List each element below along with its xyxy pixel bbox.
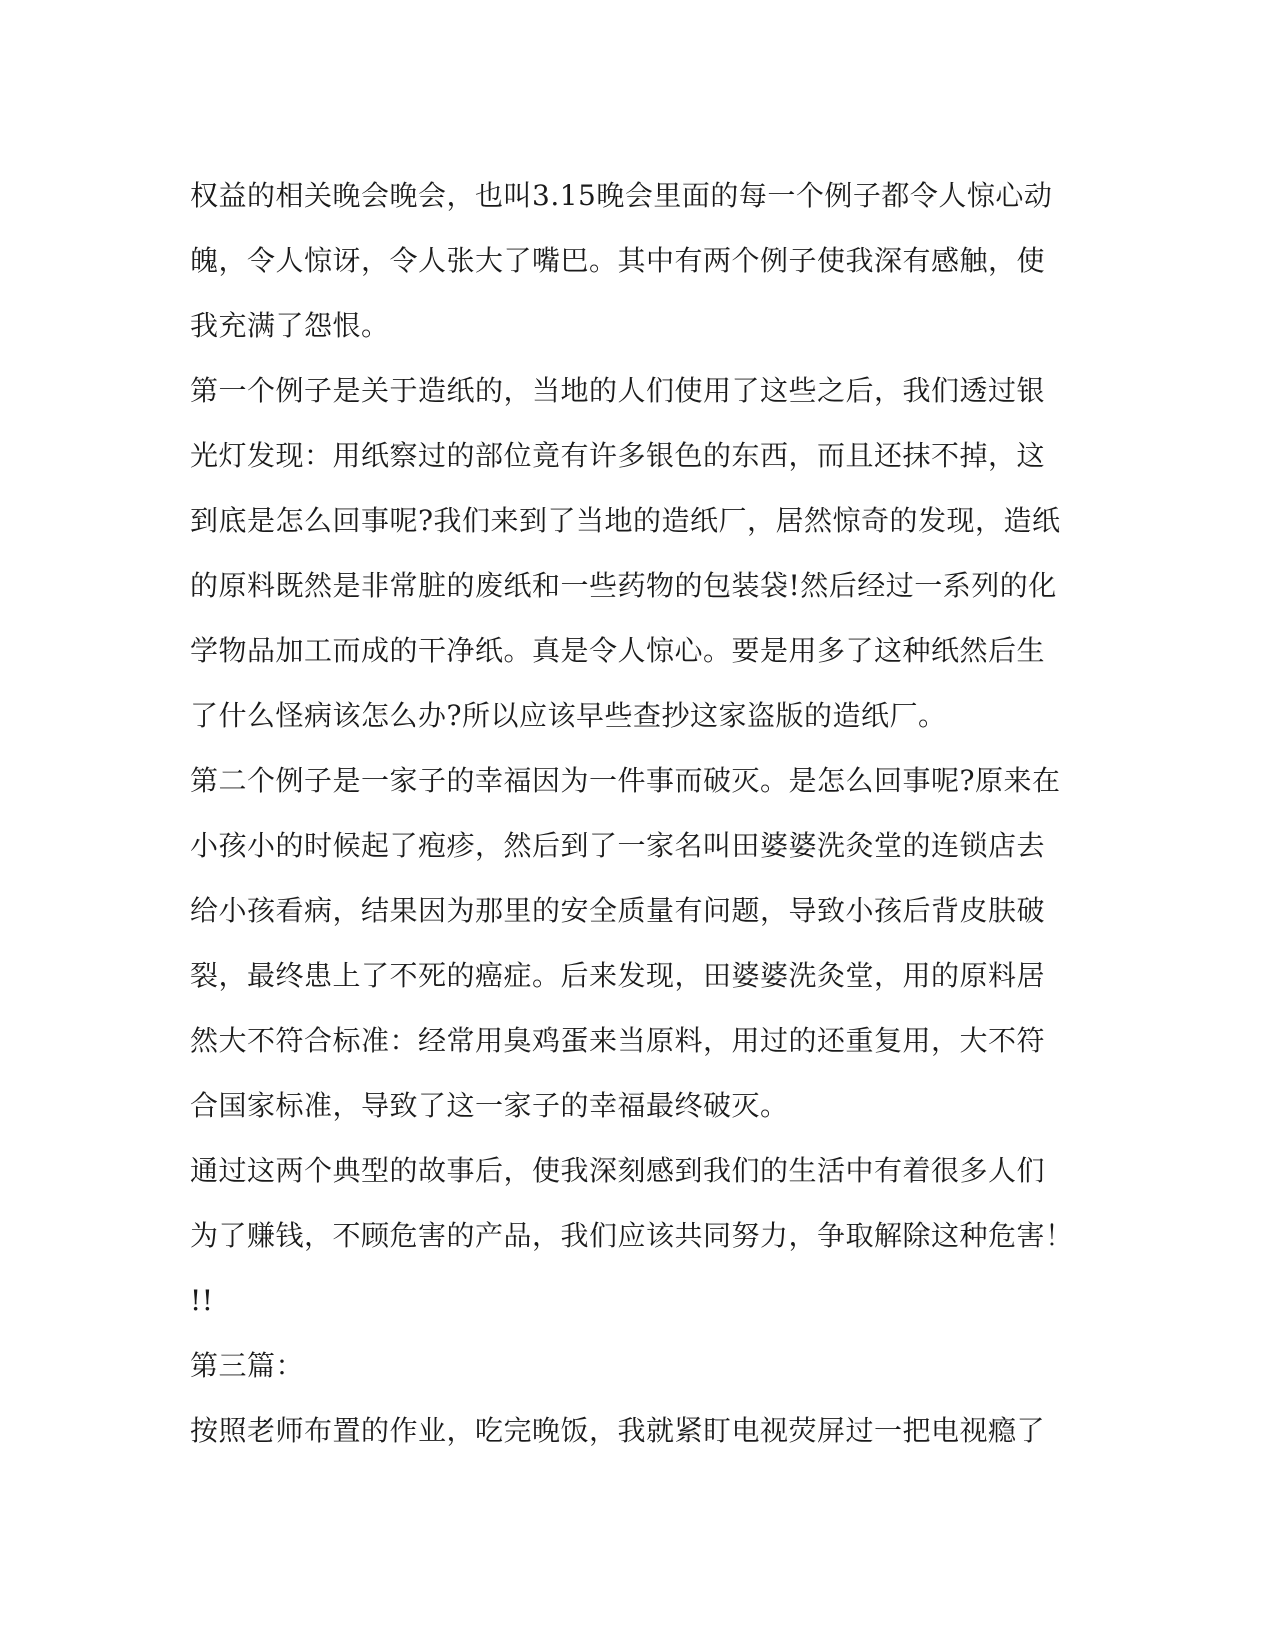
text-line: 第一个例子是关于造纸的，当地的人们使用了这些之后，我们透过银 [190,374,1046,407]
text-line: 了什么怪病该怎么办?所以应该早些查抄这家盗版的造纸厂。 [190,699,947,732]
text-line: 裂，最终患上了不死的癌症。后来发现，田婆婆洗灸堂，用的原料居 [190,959,1046,992]
text-line: 给小孩看病，结果因为那里的安全质量有问题，导致小孩后背皮肤破 [190,894,1046,927]
text-line: 学物品加工而成的干净纸。真是令人惊心。要是用多了这种纸然后生 [190,634,1046,667]
document-body [190,163,1090,1463]
text-line: 小孩小的时候起了疱疹，然后到了一家名叫田婆婆洗灸堂的连锁店去 [190,829,1046,862]
text-line: 为了赚钱，不顾危害的产品，我们应该共同努力，争取解除这种危害！ [190,1219,1074,1252]
text-line: 魄，令人惊讶，令人张大了嘴巴。其中有两个例子使我深有感触，使 [190,244,1046,277]
text-line: 光灯发现：用纸察过的部位竟有许多银色的东西，而且还抹不掉，这 [190,439,1046,472]
text-line: 合国家标准，导致了这一家子的幸福最终破灭。 [190,1089,789,1122]
text-line: 第二个例子是一家子的幸福因为一件事而破灭。是怎么回事呢?原来在 [190,764,1061,797]
section-heading: 第三篇： [190,1349,305,1382]
text-line: 通过这两个典型的故事后，使我深刻感到我们的生活中有着很多人们 [190,1154,1046,1187]
text-line: 然大不符合标准：经常用臭鸡蛋来当原料，用过的还重复用，大不符 [190,1024,1046,1057]
text-line: 按照老师布置的作业，吃完晚饭，我就紧盯电视荧屏过一把电视瘾了 [190,1414,1046,1447]
text-line: 权益的相关晚会晚会，也叫3.15晚会里面的每一个例子都令人惊心动 [190,179,1053,212]
text-line: !! [190,1284,214,1317]
text-line: 我充满了怨恨。 [190,309,390,342]
text-line: 到底是怎么回事呢?我们来到了当地的造纸厂，居然惊奇的发现，造纸 [190,504,1061,537]
text-line: 的原料既然是非常脏的废纸和一些药物的包装袋!然后经过一系列的化 [190,569,1057,602]
